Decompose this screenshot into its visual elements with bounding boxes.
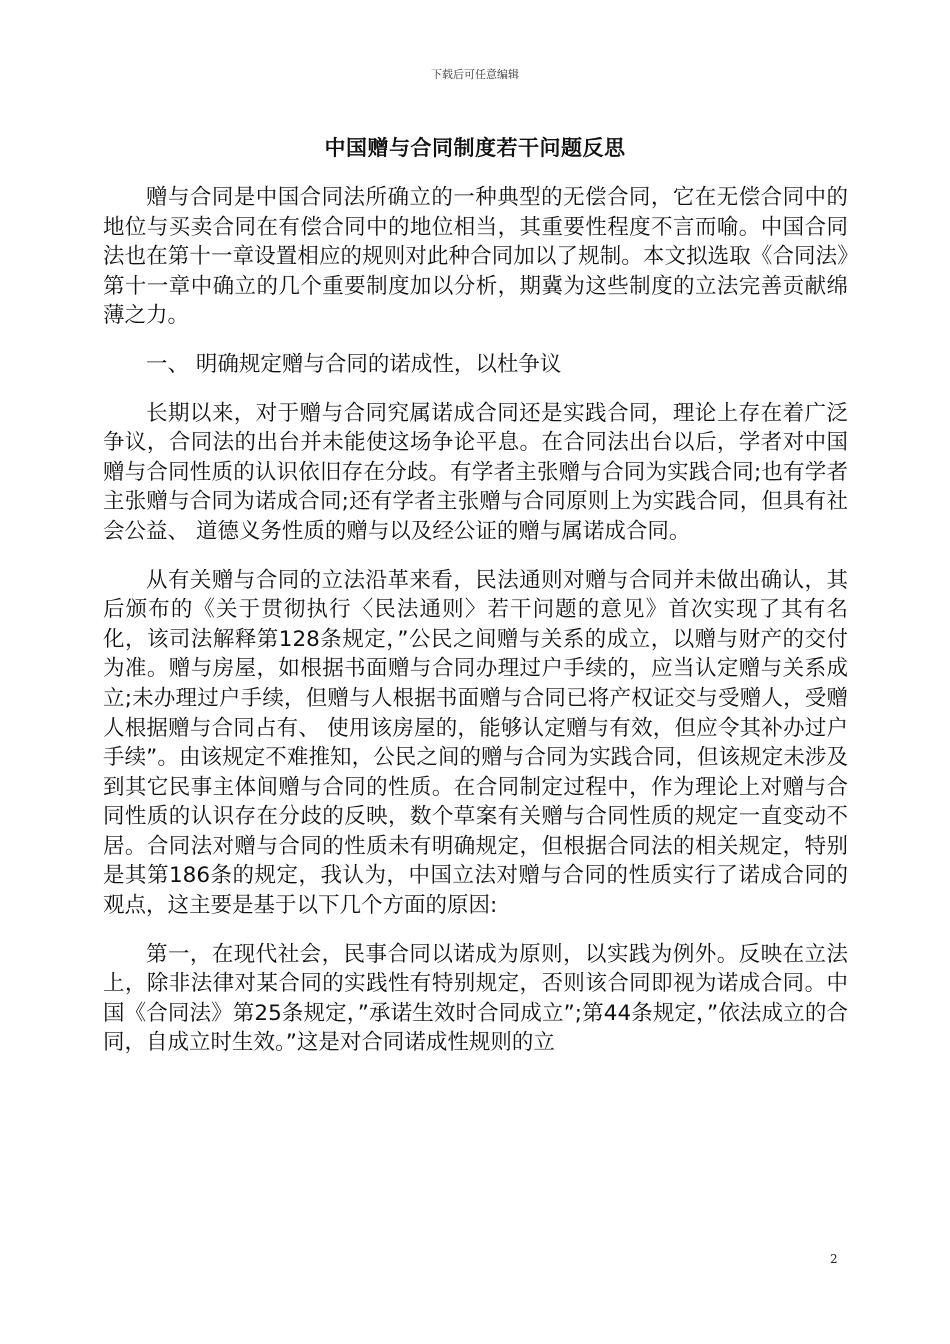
section-heading-1: 一、 明确规定赠与合同的诺成性，以杜争议	[146, 351, 562, 377]
paragraph-intro: 赠与合同是中国合同法所确立的一种典型的无偿合同，它在无偿合同中的地位与买卖合同在有偿合同中的地位相当，其重要性程度不言而喻。中国合同法也在第十一章设置相应的规则对此种合同加以了规制。本文拟选取《合同法》第十一章中确立的几个重要制度加以分析，期冀为这些制度的立法完善贡献绵薄之力。	[103, 185, 848, 329]
document-body	[103, 183, 848, 1077]
paragraph-legislative-history: 从有关赠与合同的立法沿革来看，民法通则对赠与合同并未做出确认，其后颁布的《关于贯彻执行〈民法通则〉若干问题的意见》首次实现了其有名化，该司法解释第128条规定，”公民之间赠与关系的成立，以赠与财产的交付为准。赠与房屋，如根据书面赠与合同办理过户手续的，应当认定赠与关系成立;未办理过户手续，但赠与人根据书面赠与合同已将产权证交与受赠人，受赠人根据赠与合同占有、 使用该房屋的，能够认定赠与有效，但应令其补办过户手续”。由该规定不难推知，公民之间的赠与合同为实践合同，但该规定未涉及到其它民事主体间赠与合同的性质。在合同制定过程中，作为理论上对赠与合同性质的认识存在分歧的反映，数个草案有关赠与合同性质的规定一直变动不居。合同法对赠与合同的性质未有明确规定，但根据合同法的相关规定，特别是其第186条的规定，我认为，中国立法对赠与合同的性质实行了诺成合同的观点，这主要是基于以下几个方面的原因:	[103, 567, 848, 919]
document-title: 中国赠与合同制度若干问题反思	[324, 136, 626, 160]
paragraph-controversy: 长期以来，对于赠与合同究属诺成合同还是实践合同，理论上存在着广泛争议，合同法的出台并未能使这场争论平息。在合同法出台以后，学者对中国赠与合同性质的认识依旧存在分歧。有学者主张赠与合同为实践合同;也有学者主张赠与合同为诺成合同;还有学者主张赠与合同原则上为实践合同，但具有社会公益、 道德义务性质的赠与以及经公证的赠与属诺成合同。	[103, 400, 848, 544]
header-note: 下载后可任意编辑	[431, 68, 519, 81]
paragraph-reason-first: 第一，在现代社会，民事合同以诺成为原则，以实践为例外。反映在立法上，除非法律对某合同的实践性有特别规定，否则该合同即视为诺成合同。中国《合同法》第25条规定，”承诺生效时合同成立”;第44条规定，”依法成立的合同，自成立时生效。”这是对合同诺成性规则的立	[103, 941, 848, 1056]
page-number: 2	[830, 1252, 838, 1266]
